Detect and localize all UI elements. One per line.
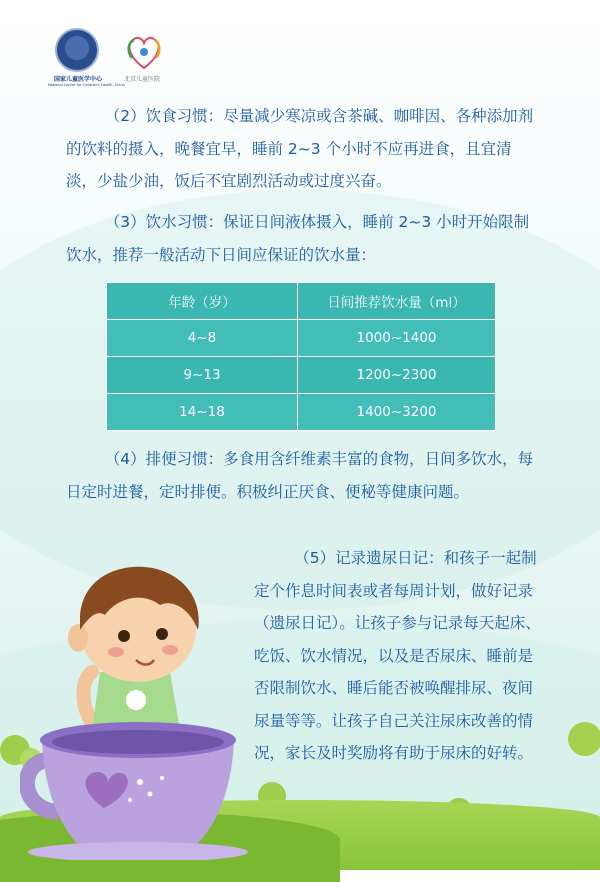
national-center-logo [50, 28, 100, 72]
age-column-header: 年龄（岁） [107, 283, 298, 320]
table-row [107, 394, 496, 431]
diet-habits-paragraph: （2）饮食习惯：尽量减少寒凉或含茶碱、咖啡因、各种添加剂的饮料的摄入，晚餐宜早，睡前 2~3 个小时不应再进食，且宜清淡，少盐少油，饭后不宜剧烈活动或过度兴奋。 [66, 107, 534, 190]
age-cell: 14~18 [107, 394, 298, 431]
table-row [107, 357, 496, 394]
water-cell: 1400~3200 [298, 394, 496, 431]
heart-hands-icon [120, 28, 168, 76]
age-cell: 4~8 [107, 320, 298, 357]
water-cell: 1200~2300 [298, 357, 496, 394]
water-column-header: 日间推荐饮水量（ml） [298, 283, 496, 320]
bedwetting-diary-paragraph: （5）记录遗尿日记：和孩子一起制定个作息时间表或者每周计划，做好记录（遗尿日记）。让孩子参与记录每天起床、吃饭、饮水情况，以及是否尿床、睡前是否限制饮水、睡后能否被唤醒排尿、夜间尿量等等。让孩子自己关注尿床改善的情况，家长及时奖励将有助于尿床的好转。 [254, 549, 541, 762]
beijing-childrens-hospital-logo [120, 28, 168, 76]
globe-emblem-icon [55, 28, 99, 72]
water-intake-table [106, 282, 496, 431]
water-cell: 1000~1400 [298, 320, 496, 357]
table-row [107, 320, 496, 357]
water-habits-paragraph: （3）饮水习惯：保证日间液体摄入，睡前 2~3 小时开始限制饮水，推荐一般活动下日间应保证的饮水量： [66, 213, 530, 264]
age-cell: 9~13 [107, 357, 298, 394]
tree-icon [568, 722, 600, 756]
bowel-habits-paragraph: （4）排便习惯：多食用含纤维素丰富的食物，日间多饮水，每日定时进餐，定时排便。积极纠正厌食、便秘等健康问题。 [66, 450, 534, 501]
boy-in-cup-illustration [20, 560, 280, 860]
hospital-caption: 北京儿童医院 [123, 76, 160, 83]
national-center-caption: 国家儿童医学中心 National Center for Children's Health, China [48, 76, 125, 87]
table-header-row [107, 283, 496, 320]
